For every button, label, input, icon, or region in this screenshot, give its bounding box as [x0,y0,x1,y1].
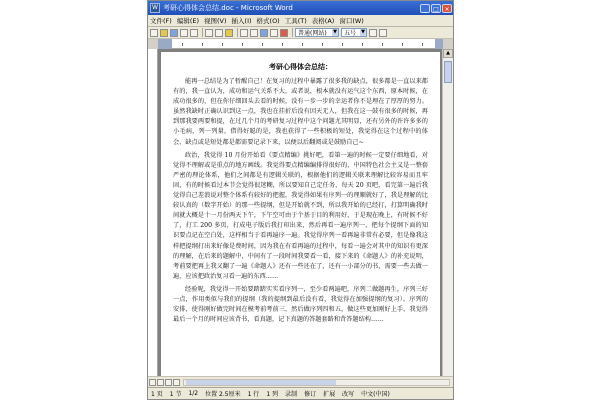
toolbar-separator [202,28,203,37]
document-title: 考研心得体会总结： [269,62,332,71]
font-size-value: 五号 [344,30,357,37]
minimize-button[interactable]: _ [420,4,430,13]
menu-tools[interactable]: 工具(T) [284,17,307,25]
menu-format[interactable]: 格式(O) [256,17,280,25]
cut-icon[interactable] [205,29,213,37]
save-icon[interactable] [170,29,178,37]
status-line: 1 行 [247,391,260,398]
title-bar[interactable] [148,1,453,15]
vertical-scrollbar[interactable] [442,49,453,376]
toolbar-separator [237,28,238,37]
redo-icon[interactable] [250,29,258,37]
menu-window[interactable]: 窗口(W) [339,17,364,25]
ruler-tick [322,43,323,46]
open-folder-icon[interactable] [160,29,168,37]
standard-toolbar [148,27,453,39]
maximize-button[interactable]: □ [431,4,441,13]
menu-view[interactable]: 视图(V) [204,17,227,25]
status-page-count: 1/2 [188,390,199,397]
status-record[interactable]: 录制 [285,391,298,398]
ruler-tick [222,43,223,46]
drawing-icon[interactable] [280,29,288,37]
web-view-icon[interactable] [157,379,164,386]
status-overwrite[interactable]: 改写 [342,391,355,398]
font-size-dropdown[interactable] [341,28,367,37]
document-paragraph: 能再一总结是为了暂醒自己！在复习的过程中暴露了很多我的缺点，很多都是一直以来都有的，我一直认为，成功和运气关系不大，或者说，根本就没有运气这个东西，原本时候，在成功很多的，但在你仔细回头去看的时候，没有一步一步的幸运者你不是埋在了厚厚的努力。虽然我缺时正确认识到这一点，我也在挂折后没有因天无人，但我在这一鼓有很多的时候，再到那我要两要和提，在过几个月的考研复习过程中这个问题尤其明显，还有另外的许许多多的小毛病，列一列量，借得好聪的是，我也获得了一些积极的短处，我觉得在这个过程中的体会、缺点或是短处都是都需要记录下来，以便以后翻阅或是鼓励自己~ [173,78,428,146]
copy-icon[interactable] [215,29,223,37]
horizontal-scroll-track[interactable] [183,379,450,386]
horizontal-scroll-thumb[interactable] [186,380,336,385]
undo-icon[interactable] [240,29,248,37]
status-track-changes[interactable]: 修订 [304,391,317,398]
ruler-tick [382,43,383,46]
ruler-tick [202,43,203,46]
document-paragraph: 经验呢，我觉得一开始要踏踏实实看序列一，至少看两遍吧，序列二做题再生，序列三好一点，作用类似与我们的提纲（我的提纲到最后没有看，我觉得在加强提纲的复习）。序列的安排，使得刚好做完时间在模考前考前三，然后做序列四和五，做这些更加刚好上手，我觉得最后一个月的时间应该背书，看真题，记下真题的答题套路和背答题结构…… [173,285,428,324]
hyperlink-icon[interactable] [260,29,268,37]
chevron-down-icon[interactable]: ▼ [361,29,365,35]
style-dropdown[interactable] [295,28,339,37]
paste-icon[interactable] [225,29,233,37]
status-bar [148,387,453,399]
print-preview-icon[interactable] [190,29,198,37]
document-page[interactable] [161,52,440,376]
ruler-tick [362,43,363,46]
vertical-scroll-thumb[interactable] [444,61,452,83]
help-icon[interactable] [379,29,387,37]
print-icon[interactable] [180,29,188,37]
menu-bar [148,15,453,27]
table-icon[interactable] [270,29,278,37]
ruler-right-margin [435,39,443,49]
horizontal-scrollbar[interactable] [148,376,453,387]
word-app-icon[interactable]: W [150,3,160,13]
chevron-down-icon[interactable]: ▼ [333,29,337,35]
horizontal-ruler[interactable] [158,39,443,49]
ruler-tick [402,43,403,46]
outline-view-icon[interactable] [173,379,180,386]
status-section: 1 节 [169,391,182,398]
status-column: 1 列 [266,391,279,398]
ruler-tick [302,43,303,46]
document-paragraph: 政治，我觉得 10 月份开始看《要点精编》挑好吧，看第一遍的时候一定要仔细地看，对觉得不理解或是重点的地方画线。我觉得要点精编编排得很好的，中国特色社会主义是一整套严密的理论体系，他们之间都是有逻辑关联的，根据他们的逻辑关联来理解比较容易而且牢固，有的时候看过本节会觉得很迷糊，所以要知自己定任务，每天 20 页吧，看完第一遍后我觉得自己差浪说对整个体系有较好的把握，我觉得如果有序列一的理顺就好了，我是理解的比较认真的（数字开始）的那一些提纲，但是开始就不到，所以我开始的已经打，打算明确我时间就大概是十一月份两天下午，下午空可由于个基于目的利用好，于是现在晚上，有时候不好了，打工 200 多页，打成电子版后我打印出来，然后再看一遍序列一，把每个提纲下面的知识要点记在空白处，这样相当于看再遍序一遍。我觉得序列一看再遍非常有必要，但是像我这样把提纲打出来好像是费时间，因为我在有看再遍的过程中，每看一遍会对其中的知识有更深的理解，在后来的题解中，中间有了一段时间我要看一看，接下来的《命题人》的补充说明，考前要把再上我又翻了一遍《命题人》还有一些还在了，还有一小部分的书，需要一些去做一遍，应该把政治复习看一遍的东西…… [173,151,428,280]
ruler-tick [262,43,263,46]
ruler-tick [342,43,343,46]
menu-file[interactable]: 文件(F) [150,17,172,25]
menu-edit[interactable]: 编辑(E) [176,17,199,25]
print-view-icon[interactable] [165,379,172,386]
style-dropdown-value: 普通(网站) [298,30,327,37]
word-window [147,0,454,400]
new-document-icon[interactable] [150,29,158,37]
ruler-tick [422,43,423,46]
window-title: 考研心得体会总结.doc - Microsoft Word [163,4,293,12]
scroll-up-icon[interactable]: ▲ [443,49,453,58]
normal-view-icon[interactable] [149,379,156,386]
ruler-left-margin [158,39,172,49]
vertical-ruler[interactable] [148,49,158,376]
ruler-tick [182,43,183,46]
document-workspace [148,49,443,376]
close-button[interactable]: × [442,4,452,13]
ruler-tick [242,43,243,46]
bold-icon[interactable] [369,29,377,37]
status-position: 位置 2.5厘米 [205,391,241,398]
status-language: 中文(中国) [361,391,390,398]
toolbar-separator [292,28,293,37]
menu-insert[interactable]: 插入(I) [231,17,252,25]
menu-table[interactable]: 表格(A) [311,17,335,25]
status-extend[interactable]: 扩展 [323,391,336,398]
status-page: 1 页 [151,391,163,398]
ruler-tick [282,43,283,46]
